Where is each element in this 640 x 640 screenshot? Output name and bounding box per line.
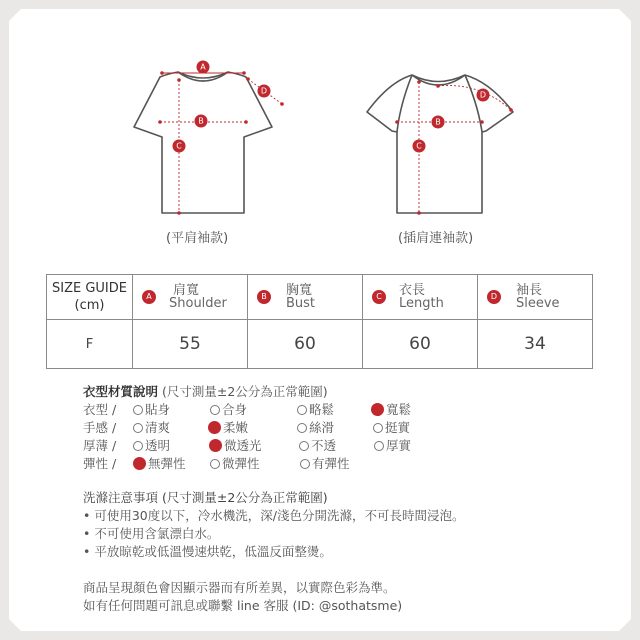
contact-line: 如有任何問題可訊息或聯繫 line 客服 (ID: @sothatsme)	[83, 598, 403, 613]
marker-d-icon	[258, 85, 271, 98]
radio-selected-icon	[371, 403, 384, 416]
material-row-feel	[83, 418, 563, 436]
svg-text:D: D	[260, 86, 268, 96]
care-item: • 可使用30度以下，冷水機洗，深/淺色分開洗滌，不可長時間浸泡。	[83, 508, 465, 523]
option-item	[299, 436, 336, 454]
option-label: 略鬆	[309, 402, 335, 417]
svg-text:D: D	[479, 90, 487, 100]
material-row-label: 厚薄 /	[83, 438, 117, 453]
radio-selected-icon	[133, 457, 146, 470]
radio-unselected-icon	[374, 441, 384, 451]
option-label: 透明	[145, 438, 171, 453]
column-label-en: Shoulder	[169, 296, 227, 311]
column-label-zh: 肩寬	[173, 283, 200, 298]
value-cell-bust: 60	[248, 320, 363, 369]
corner-notch	[619, 619, 631, 631]
marker-a-icon: A	[142, 290, 156, 304]
option-item-selected	[371, 400, 411, 418]
size-cell: F	[47, 320, 133, 369]
column-label-en: Bust	[286, 296, 316, 311]
value-cell-sleeve: 34	[478, 320, 593, 369]
radio-unselected-icon	[133, 423, 143, 433]
radio-unselected-icon	[297, 423, 307, 433]
marker-c-icon	[173, 140, 186, 153]
radio-unselected-icon	[300, 459, 310, 469]
caption-raglan-sleeve: (插肩連袖款)	[398, 231, 474, 246]
svg-text:B: B	[198, 116, 204, 126]
option-item-selected	[133, 454, 186, 472]
material-row-label: 衣型 /	[83, 402, 117, 417]
column-header-shoulder	[133, 275, 248, 320]
radio-unselected-icon	[373, 423, 383, 433]
option-label: 有彈性	[312, 456, 350, 471]
care-title: 洗滌注意事項 (尺寸測量±2公分為正常範圍)	[83, 490, 328, 505]
marker-c-icon	[413, 140, 426, 153]
material-row-fit	[83, 400, 563, 418]
radio-unselected-icon	[210, 405, 220, 415]
svg-text:C: C	[416, 141, 422, 151]
value-cell-shoulder: 55	[133, 320, 248, 369]
raglan-shirt-illustration	[367, 75, 513, 213]
color-disclaimer: 商品呈現顏色會因顯示器而有所差異，以實際色彩為準。	[83, 580, 396, 595]
option-label: 合身	[222, 402, 248, 417]
radio-unselected-icon	[133, 405, 143, 415]
material-row-elasticity	[83, 454, 563, 472]
marker-b-icon	[195, 115, 208, 128]
marker-c-icon: C	[372, 290, 386, 304]
radio-unselected-icon	[210, 459, 220, 469]
option-item-selected	[209, 436, 262, 454]
option-item	[133, 436, 170, 454]
option-label: 微透光	[224, 438, 262, 453]
set-in-shirt-illustration	[134, 72, 272, 213]
option-item	[297, 418, 334, 436]
material-note: (尺寸測量±2公分為正常範圍)	[162, 384, 328, 399]
svg-text:B: B	[435, 117, 441, 127]
column-label-zh: 袖長	[516, 283, 543, 298]
option-label: 無彈性	[148, 456, 186, 471]
option-item	[373, 418, 410, 436]
marker-b-icon	[432, 116, 445, 129]
option-item	[300, 454, 350, 472]
column-label-en: Length	[399, 296, 444, 311]
footer-notes	[83, 579, 402, 615]
material-row-label: 彈性 /	[83, 456, 117, 471]
column-label-zh: 衣長	[399, 283, 426, 298]
option-item	[210, 400, 247, 418]
material-title: 衣型材質說明	[83, 384, 159, 399]
option-item-selected	[208, 418, 248, 436]
radio-selected-icon	[208, 421, 221, 434]
option-item	[297, 400, 334, 418]
option-label: 不透	[311, 438, 337, 453]
value-cell-length: 60	[363, 320, 478, 369]
option-item	[133, 400, 170, 418]
size-guide-title	[47, 275, 133, 320]
size-guide-unit: (cm)	[74, 298, 105, 313]
material-row-label: 手感 /	[83, 420, 117, 435]
option-item	[374, 436, 411, 454]
svg-text:A: A	[200, 62, 206, 72]
caption-set-in-sleeve: (平肩袖款)	[166, 231, 229, 246]
marker-d-icon	[477, 89, 490, 102]
size-guide-table	[46, 274, 593, 369]
radio-unselected-icon	[133, 441, 143, 451]
option-label: 清爽	[145, 420, 171, 435]
table-header-row	[47, 275, 593, 320]
column-label-zh: 胸寬	[286, 283, 313, 298]
column-header-length	[363, 275, 478, 320]
size-guide-label: SIZE GUIDE	[52, 281, 127, 296]
marker-b-icon: B	[257, 290, 271, 304]
material-row-thickness	[83, 436, 563, 454]
radio-unselected-icon	[297, 405, 307, 415]
option-label: 絲滑	[309, 420, 335, 435]
marker-a-icon	[197, 61, 210, 74]
radio-selected-icon	[209, 439, 222, 452]
option-item	[133, 418, 170, 436]
column-header-sleeve	[478, 275, 593, 320]
corner-notch	[9, 619, 21, 631]
care-item: • 不可使用含氯漂白水。	[83, 526, 220, 541]
option-label: 微彈性	[222, 456, 260, 471]
table-row	[47, 320, 593, 369]
shirt-diagrams	[0, 0, 640, 260]
care-item: • 平放晾乾或低溫慢速烘乾，低溫反面整燙。	[83, 544, 332, 559]
svg-text:C: C	[176, 141, 182, 151]
material-title-row	[83, 382, 563, 400]
material-section	[83, 382, 563, 472]
marker-d-icon: D	[487, 290, 501, 304]
option-label: 挺實	[385, 420, 411, 435]
column-label-en: Sleeve	[516, 296, 560, 311]
care-section	[83, 489, 464, 561]
option-label: 柔嫩	[223, 420, 249, 435]
option-label: 厚實	[386, 438, 412, 453]
option-item	[210, 454, 260, 472]
column-header-bust	[248, 275, 363, 320]
radio-unselected-icon	[299, 441, 309, 451]
option-label: 貼身	[145, 402, 171, 417]
option-label: 寬鬆	[386, 402, 412, 417]
